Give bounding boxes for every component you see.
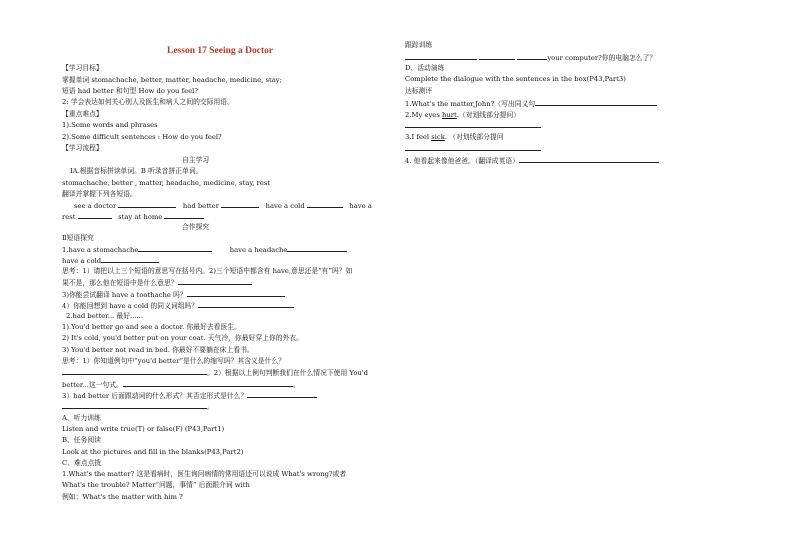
test-1-text: 1.What's the matter,John?（写出同义句 — [405, 100, 536, 108]
phrase-explore-heading: Ⅱ短语探究 — [62, 234, 94, 242]
test-2-underlined: hurt — [441, 111, 457, 119]
test-3 — [405, 133, 504, 142]
test-4 — [405, 156, 659, 166]
test-2-text: 2.My eyes — [405, 111, 442, 119]
translate-phrases: 翻译并掌握下列各短语。 — [62, 190, 137, 198]
blank-field[interactable] — [178, 278, 252, 285]
blank-field[interactable] — [78, 212, 112, 219]
think-2c-text: better...这一句式。 — [62, 381, 123, 389]
objective-1: 掌握单词 stomachache, better, matter, headache, medicine, stay; — [62, 76, 282, 84]
section-a-text: Listen and write true(T) or false(F) (P43,Part1) — [62, 425, 225, 433]
q4-text: 4）你能回想到 have a cold 的同义词组吗？ — [62, 302, 199, 310]
blank-field[interactable] — [62, 402, 207, 409]
blank-field[interactable] — [535, 99, 657, 106]
q3-line — [62, 290, 285, 300]
test-2 — [405, 111, 520, 120]
section-b-text: Look at the pictures and fill in the blanks(P43,Part2) — [62, 448, 244, 456]
think-1: 思考：1）请把以上三个短语的意思写在括号内。2)三个短语中都含有 have,意思还是“有”吗？如 — [62, 267, 353, 275]
blank-field[interactable] — [479, 53, 515, 60]
phrase-stay-home: stay at home — [118, 213, 163, 221]
phrase-row-2 — [62, 212, 204, 222]
blank-field[interactable] — [287, 245, 347, 252]
phrase-have-cold: have a cold — [265, 202, 305, 210]
think-1b-text: 果不是，那么他在短语中是什么意思？ — [62, 279, 178, 287]
test-4-text: 4. 他看起来像他爸爸。（翻译成英语） — [405, 157, 519, 165]
section-c-1: 1.What's the matter? 这是看病时，医生询问病情的常用语还可以说成 What's wrong?或者 — [62, 470, 347, 478]
followup-text: your computer?你的电脑怎么了？ — [547, 54, 657, 62]
blank-field[interactable] — [221, 201, 259, 208]
objective-3: 2: 学会表达如何关心别人及医生和病人之间的交际用语。 — [62, 98, 234, 106]
example-3: 3) You'd better not read in bed. 你最好不要躺在床上看书。 — [62, 346, 254, 354]
test-3-underlined: sick — [431, 133, 445, 141]
q1-row — [62, 245, 347, 255]
blank-field[interactable] — [118, 201, 176, 208]
had-better-heading: 2.had better... 最好...... — [66, 312, 143, 320]
objectives-header: 【学习目标】 — [62, 64, 103, 72]
blank-field[interactable] — [405, 121, 541, 128]
example-2: 2) It's cold, you'd better put on your coat. 天气冷，你最好穿上你的外衣。 — [62, 334, 303, 342]
test-3-suffix: . （对划线部分提问 — [444, 133, 504, 141]
q3b-line-2: 。 — [62, 402, 214, 412]
test-2-answer — [405, 121, 541, 131]
instruction-a: ⅠA.根据音标拼读单词。B 听录音拼正单词。 — [70, 167, 203, 175]
keypoint-2: 2).Some difficult sentences : How do you feel? — [62, 133, 222, 141]
q1-row-2 — [62, 256, 159, 266]
section-d-text: Complete the dialogue with the sentences in the box(P43,Part3) — [405, 75, 626, 83]
blank-field[interactable] — [164, 212, 204, 219]
followup-heading: 跟踪训练 — [405, 41, 433, 49]
blank-field[interactable] — [519, 156, 659, 163]
think-2c-line: better...这一句式。 。 — [62, 381, 300, 389]
blank-field[interactable] — [517, 53, 547, 60]
self-study-heading: 自主学习 — [182, 156, 210, 164]
phrase-rest: rest — [62, 213, 76, 221]
think-2b-line — [62, 368, 368, 378]
q1-cold: have a cold — [62, 257, 102, 265]
section-c: C、难点点拨 — [62, 459, 102, 467]
blank-field[interactable] — [405, 144, 541, 151]
phrase-had-better: had better — [182, 202, 219, 210]
example-1: 1).You'd better go and see a doctor. 你最好去看医生。 — [62, 323, 241, 331]
blank-field[interactable] — [307, 201, 343, 208]
test-3-text: 3.I feel — [405, 133, 432, 141]
blank-field[interactable] — [405, 53, 477, 60]
phrase-have-a: have a — [349, 202, 372, 210]
q1-headache: have a headache — [229, 246, 288, 254]
think-2: 思考：1）你知道例句中“you'd better”是什么的缩写吗？其含义是什么？ — [62, 357, 285, 365]
blank-field[interactable] — [123, 380, 293, 387]
section-c-3: 例如：What's the matter with him ? — [62, 493, 183, 501]
section-d: D、活动演练 — [405, 64, 445, 72]
blank-field[interactable] — [101, 256, 159, 263]
objective-2: 短语 had better 和句型 How do you feel? — [62, 87, 198, 95]
q4-line — [62, 301, 294, 311]
test-heading: 达标测评 — [405, 87, 433, 95]
word-list: stomachache, better , matter, headache, medicine, stay, rest — [62, 179, 271, 187]
test-1 — [405, 99, 657, 109]
q3b-text: 3）had better 后面跟动词的什么形式？其否定形式是什么？ — [62, 392, 248, 400]
blank-field[interactable] — [247, 391, 317, 398]
test-3-answer — [405, 144, 541, 154]
keypoints-header: 【重点难点】 — [62, 110, 103, 118]
think-2b-text: 。2）根据以上例句判断我们在什么情况下使用 You'd — [207, 369, 369, 377]
section-c-2: What's the trouble? Matter“问题，事情” 后面跟介词 with — [62, 481, 250, 489]
coop-heading: 合作探究 — [182, 223, 210, 231]
keypoint-1: 1).Some words and phrases — [62, 121, 158, 129]
phrase-row-1 — [74, 201, 372, 211]
test-2-suffix: .（对划线部分提问） — [456, 111, 521, 119]
think-1b — [62, 278, 252, 288]
phrase-see-doctor: see a doctor — [74, 202, 117, 210]
blank-field[interactable] — [187, 290, 285, 297]
process-header: 【学习流程】 — [62, 144, 103, 152]
blank-field[interactable] — [62, 368, 207, 375]
section-a: A、听力训练 — [62, 414, 101, 422]
section-b: B、任务阅读 — [62, 436, 101, 444]
blank-field[interactable] — [138, 245, 212, 252]
q3-text: 3)你能尝试翻译 have a toothache 吗？ — [62, 291, 187, 299]
q1-stomachache: 1.have a stomachache — [62, 246, 139, 254]
q3b-line — [62, 391, 317, 401]
followup-line — [405, 53, 656, 63]
lesson-title: Lesson 17 Seeing a Doctor — [167, 46, 274, 56]
blank-field[interactable] — [198, 301, 294, 308]
